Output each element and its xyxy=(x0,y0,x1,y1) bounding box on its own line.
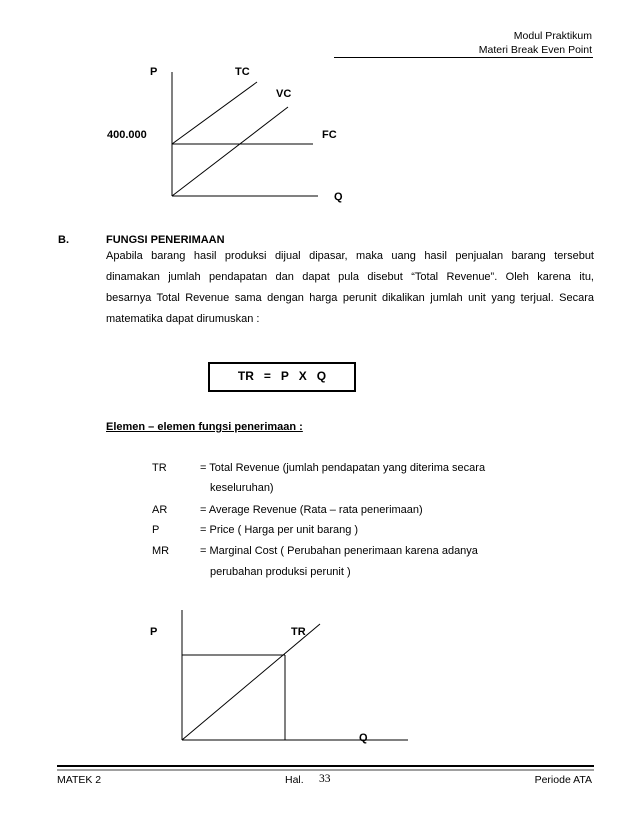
section-title: FUNGSI PENERIMAAN xyxy=(106,234,225,246)
section-paragraph xyxy=(106,246,594,330)
header-subtitle: Materi Break Even Point xyxy=(478,44,592,56)
vc-line xyxy=(172,107,288,196)
formula-text: TR = P X Q xyxy=(237,369,327,383)
element-def: = Total Revenue (jumlah pendapatan yang diterima secara xyxy=(200,462,486,474)
paragraph-line: Apabila barang hasil produksi dijual dipasar, maka uang hasil penjualan barang tersebut xyxy=(106,250,594,262)
footer-page-number: 33 xyxy=(319,773,331,785)
revenue-p-label: P xyxy=(150,626,158,638)
tc-line xyxy=(172,82,257,144)
element-def-cont: perubahan produksi perunit ) xyxy=(210,566,351,578)
element-sym: AR xyxy=(152,504,168,516)
element-sym: MR xyxy=(152,545,170,557)
fc-label: FC xyxy=(322,129,337,141)
fc-value-label: 400.000 xyxy=(107,129,147,141)
section-letter: B. xyxy=(58,234,69,246)
element-sym: TR xyxy=(152,462,167,474)
element-def-cont: keseluruhan) xyxy=(210,482,274,494)
paragraph-line: matematika dapat dirumuskan : xyxy=(106,313,260,325)
vc-label: VC xyxy=(276,88,292,100)
cost-graph xyxy=(172,72,318,196)
cost-q-label: Q xyxy=(334,191,343,203)
header-module-title: Modul Praktikum xyxy=(513,30,592,42)
tr-line xyxy=(182,624,320,740)
footer-left: MATEK 2 xyxy=(57,774,102,786)
elements-title: Elemen – elemen fungsi penerimaan : xyxy=(106,421,303,433)
element-def: = Average Revenue (Rata – rata penerimaan) xyxy=(200,504,423,516)
paragraph-line: dinamakan jumlah pendapatan dan dapat pula disebut “Total Revenue”. Oleh karena itu, xyxy=(106,271,594,283)
tr-label: TR xyxy=(291,626,306,638)
element-def: = Price ( Harga per unit barang ) xyxy=(200,524,359,536)
paragraph-line: besarnya Total Revenue sama dengan harga perunit dikalikan jumlah unit yang terjual. Secara xyxy=(106,292,594,304)
footer-hal: Hal. xyxy=(285,774,304,786)
tc-label: TC xyxy=(235,66,250,78)
revenue-q-label: Q xyxy=(359,732,368,744)
cost-p-label: P xyxy=(150,66,158,78)
footer-right: Periode ATA xyxy=(534,774,592,786)
element-def: = Marginal Cost ( Perubahan penerimaan karena adanya xyxy=(200,545,478,557)
element-sym: P xyxy=(152,524,160,536)
